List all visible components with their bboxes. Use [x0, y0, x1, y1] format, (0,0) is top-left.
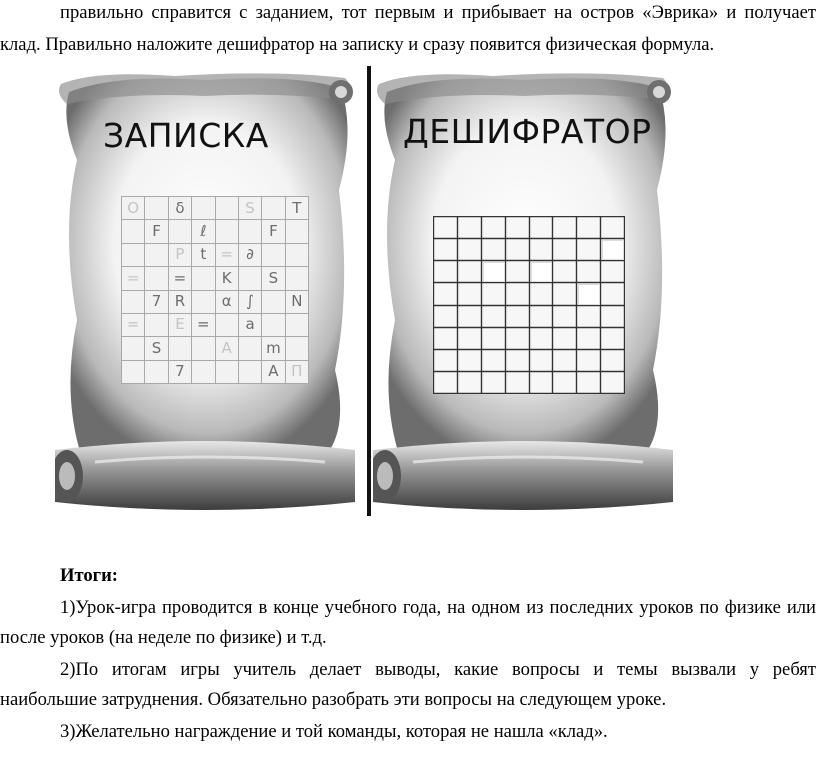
figure-divider [367, 66, 371, 516]
result-item-1-line-2: после уроков (на неделе по физике) и т.д. [0, 627, 327, 648]
note-symbol: N [291, 292, 303, 310]
results-heading: Итоги: [60, 565, 118, 586]
note-symbol: ℓ [200, 221, 207, 240]
note-symbol: F [269, 221, 278, 240]
decoder-window [531, 262, 553, 282]
result-item-3-line-1: 3)Желательно награждение и той команды, которая не нашла «клад». [60, 721, 608, 742]
decoder-window [483, 262, 505, 282]
note-symbol: t [200, 245, 207, 264]
note-symbol: 7 [175, 362, 185, 381]
grid-lines [433, 216, 625, 394]
note-symbol: S [151, 338, 162, 357]
note-symbol: a [245, 315, 255, 334]
note-symbol: S [268, 268, 279, 287]
note-symbol: δ [175, 198, 185, 217]
note-symbol: F [152, 221, 161, 240]
note-title: ЗАПИСКА [103, 116, 269, 155]
result-item-2-line-1: 2)По итогам игры учитель делает выводы, какие вопросы и темы вызвали у ребят [60, 659, 816, 680]
note-symbol: S [245, 198, 255, 217]
note-symbol: A [221, 338, 232, 357]
note-symbol: = [126, 268, 140, 287]
note-symbol: E [175, 315, 185, 334]
decoder-title: ДЕШИФРАТОР [403, 112, 652, 151]
result-item-1-line-1: 1)Урок-игра проводится в конце учебного года, на одном из последних уроков по физике или [60, 597, 816, 618]
decoder-scroll [373, 70, 675, 514]
note-symbol: α [221, 292, 232, 310]
intro-line-1: правильно справится с заданием, тот первым и прибывает на остров «Эврика» и получает [60, 2, 816, 23]
note-scroll [55, 70, 357, 514]
note-symbol: A [268, 362, 279, 381]
note-symbol: ∂ [246, 245, 254, 264]
note-symbol: T [292, 198, 302, 217]
decoder-grid [433, 216, 625, 394]
result-item-2-line-2: наибольшие затруднения. Обязательно разобрать эти вопросы на следующем уроке. [0, 689, 667, 710]
note-grid [121, 196, 309, 384]
intro-line-2: клад. Правильно наложите дешифратор на записку и сразу появится физическая формула. [0, 34, 715, 55]
note-symbol: = [220, 245, 233, 264]
note-symbol: = [173, 268, 187, 287]
scroll-figure [55, 66, 675, 516]
note-symbol: K [221, 268, 232, 287]
note-symbol: O [127, 198, 140, 217]
note-symbol: 7 [151, 292, 162, 310]
note-symbol: = [197, 315, 210, 334]
note-symbol: R [174, 292, 186, 310]
decoder-window [602, 240, 624, 260]
note-symbol: = [126, 315, 140, 334]
note-symbol: Π [291, 362, 303, 381]
note-symbol: ∫ [246, 292, 254, 310]
note-symbol: m [266, 338, 281, 357]
decoder-window [578, 284, 600, 304]
note-symbol: P [175, 245, 185, 264]
